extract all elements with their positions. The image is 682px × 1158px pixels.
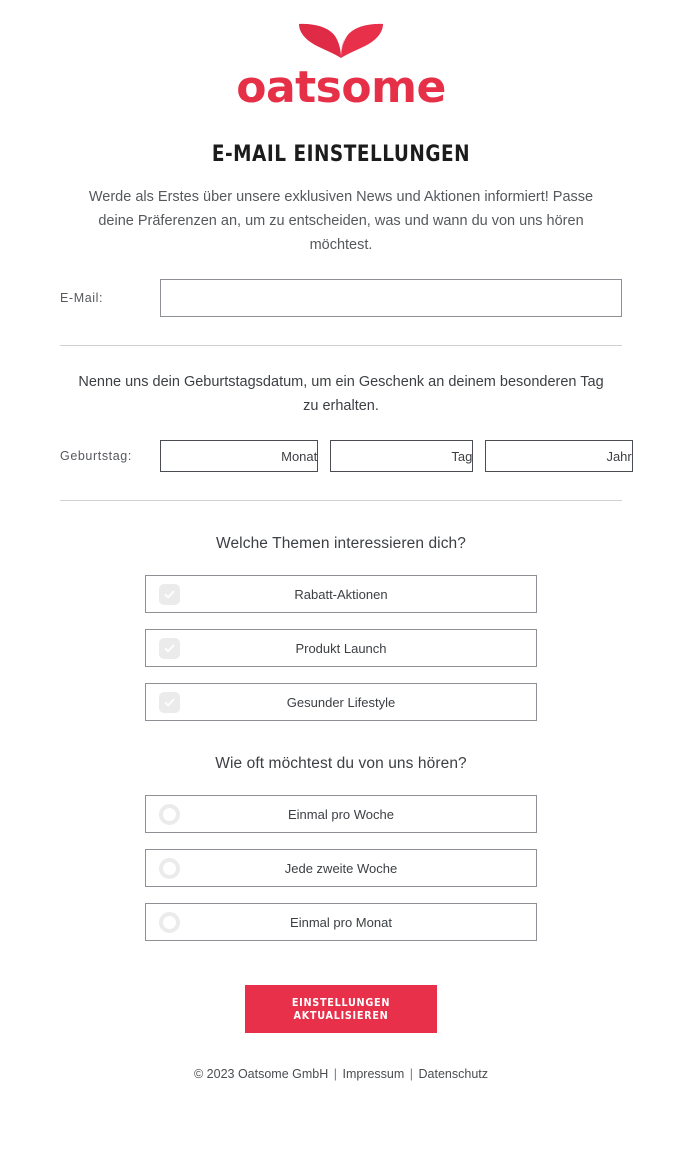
email-input[interactable] (160, 279, 622, 317)
topic-option-label: Produkt Launch (295, 640, 387, 656)
email-label: E-Mail: (60, 291, 104, 305)
frequency-option-list (145, 795, 537, 941)
birthday-select-group (160, 440, 632, 472)
checkbox-icon[interactable] (159, 692, 180, 713)
topic-option-label: Gesunder Lifestyle (286, 694, 396, 710)
leaf-heart-icon (295, 20, 387, 64)
checkbox-icon[interactable] (159, 638, 180, 659)
page-title: E-MAIL EINSTELLUNGEN (211, 142, 471, 167)
email-row (0, 279, 682, 317)
frequency-option-einmal-pro-woche[interactable] (145, 795, 537, 833)
frequency-question: Wie oft möchtest du von uns hören? (215, 755, 467, 772)
footer-link-datenschutz[interactable]: Datenschutz (418, 1067, 488, 1081)
birthday-month-select[interactable]: Monat (160, 440, 318, 472)
topics-option-list (145, 575, 537, 721)
footer-separator-1: | (333, 1067, 337, 1081)
update-settings-button-label: EINSTELLUNGEN AKTUALISIEREN (291, 996, 391, 1022)
topics-question: Welche Themen interessieren dich? (216, 535, 466, 552)
radio-icon[interactable] (159, 804, 180, 825)
birthday-row (0, 440, 682, 472)
birthday-year-select[interactable]: Jahr (485, 440, 632, 472)
update-settings-button[interactable] (245, 985, 437, 1033)
topic-option-gesunder-lifestyle[interactable] (145, 683, 537, 721)
topic-option-label: Rabatt-Aktionen (294, 586, 388, 602)
birthday-day-select[interactable]: Tag (330, 440, 473, 472)
birthday-prompt: Nenne uns dein Geburtstagsdatum, um ein Geschenk an deinem besonderen Tag zu erhalten. (78, 374, 604, 414)
frequency-option-jede-zweite-woche[interactable] (145, 849, 537, 887)
brand-wordmark: oatsome (236, 62, 446, 113)
birthday-label: Geburtstag: (60, 449, 132, 463)
frequency-option-label: Einmal pro Monat (290, 914, 392, 930)
frequency-option-einmal-pro-monat[interactable] (145, 903, 537, 941)
divider-after-birthday (60, 500, 622, 501)
topic-option-produkt-launch[interactable] (145, 629, 537, 667)
footer-separator-2: | (409, 1067, 414, 1081)
footer-copyright: © 2023 Oatsome GmbH (193, 1067, 329, 1081)
topic-option-rabatt-aktionen[interactable] (145, 575, 537, 613)
radio-icon[interactable] (159, 858, 180, 879)
footer-link-impressum[interactable]: Impressum (342, 1067, 405, 1081)
frequency-option-label: Einmal pro Woche (288, 806, 394, 822)
divider-after-email (60, 345, 622, 346)
frequency-option-label: Jede zweite Woche (284, 860, 398, 876)
submit-area (0, 985, 682, 1033)
footer (0, 1067, 682, 1081)
radio-icon[interactable] (159, 912, 180, 933)
checkbox-icon[interactable] (159, 584, 180, 605)
page-intro-text: Werde als Erstes über unsere exklusiven News und Aktionen informiert! Passe deine Präferenzen an, um zu entscheiden, was und wann du von uns hören möchtest. (88, 189, 594, 253)
brand-logo (0, 0, 682, 113)
